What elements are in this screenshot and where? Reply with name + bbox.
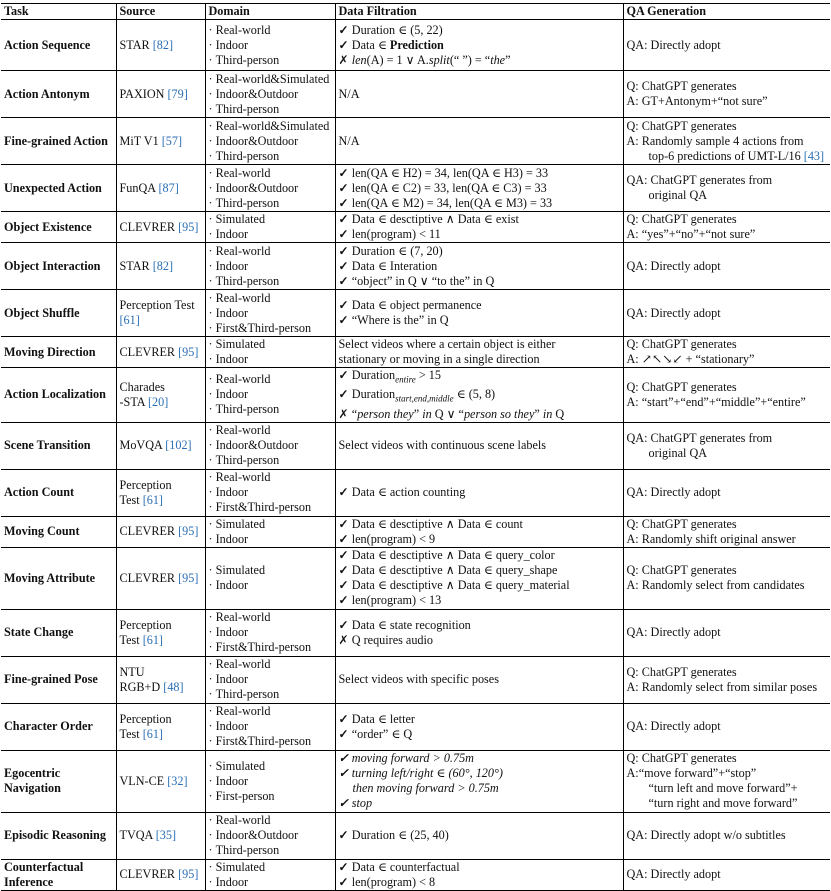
filter-cell: ✓ Data ∈ counterfactual ✓ len(program) < 8 [335, 859, 623, 890]
table-row [1, 165, 830, 212]
domain-cell: · Real-world&Simulated · Indoor&Outdoor · Third-person [205, 118, 335, 165]
source-cell: CLEVRER [95] [116, 547, 205, 609]
source-cell: Perception Test [61] [116, 469, 205, 516]
domain-cell: · Real-world · Indoor · Third-person [205, 20, 335, 71]
filter-cell: ✓ moving forward > 0.75m ✓ turning left/right ∈ (60°, 120°) then moving forward > 0.75m ✓ stop [335, 750, 623, 812]
citation-link[interactable]: [43] [803, 148, 825, 163]
table-row [1, 212, 830, 243]
citation-link[interactable]: [79] [167, 86, 188, 101]
table-row [1, 469, 830, 516]
task-cell: Egocentric Navigation [1, 750, 116, 812]
filter-cell: Select videos with continuous scene labels [335, 422, 623, 469]
task-cell: Action Count [1, 469, 116, 516]
task-cell: Character Order [1, 703, 116, 750]
table-row [1, 656, 830, 703]
table-row [1, 71, 830, 118]
task-cell: Action Sequence [1, 20, 116, 71]
qa-cell: Q: ChatGPT generates A: Randomly select from candidates [623, 547, 830, 609]
citation-link[interactable]: [95] [178, 524, 199, 539]
table-row [1, 516, 830, 547]
filter-cell: ✓ Data ∈ state recognition ✗ Q requires audio [335, 609, 623, 656]
filter-cell [335, 368, 623, 423]
citation-link[interactable]: [82] [152, 37, 174, 52]
citation-link[interactable]: [87] [158, 180, 179, 195]
filter-cell: ✓ Data ∈ object permanence ✓ “Where is the” in Q [335, 290, 623, 337]
task-cell: Action Antonym [1, 71, 116, 118]
task-cell: Moving Count [1, 516, 116, 547]
citation-link[interactable]: [20] [147, 394, 169, 409]
citation-link[interactable]: [48] [163, 679, 184, 694]
citation-link[interactable]: [102] [165, 438, 192, 453]
table-row [1, 422, 830, 469]
citation-link[interactable]: [61] [142, 726, 163, 741]
domain-cell: · Real-world&Simulated · Indoor&Outdoor · Third-person [205, 71, 335, 118]
header-data-filtration: Data Filtration [335, 4, 623, 20]
qa-cell: Q: ChatGPT generates A: ↗↖↘↙ + “stationary” [623, 337, 830, 368]
domain-cell: · Real-world · Indoor · First&Third-person [205, 469, 335, 516]
source-cell: MiT V1 [57] [116, 118, 205, 165]
source-cell: Perception Test [61] [116, 609, 205, 656]
qa-cell: Q: ChatGPT generates A: “start”+“end”+“middle”+“entire” [623, 368, 830, 423]
qa-cell: QA: Directly adopt [623, 243, 830, 290]
domain-cell: · Real-world · Indoor&Outdoor · Third-person [205, 422, 335, 469]
filter-cell: ✓ len(QA ∈ H2) = 34, len(QA ∈ H3) = 33 ✓ len(QA ∈ C2) = 33, len(QA ∈ C3) = 33 ✓ len(QA ∈ M2) = 34, len(QA ∈ M3) = 33 [335, 165, 623, 212]
source-cell: Perception Test [61] [116, 703, 205, 750]
source-cell: TVQA [35] [116, 812, 205, 859]
domain-cell: · Real-world · Indoor · First&Third-person [205, 290, 335, 337]
task-cell: Scene Transition [1, 422, 116, 469]
qa-cell: QA: ChatGPT generates from original QA [623, 422, 830, 469]
data-table [1, 3, 830, 891]
source-cell: PAXION [79] [116, 71, 205, 118]
task-cell: Fine-grained Action [1, 118, 116, 165]
qa-cell: Q: ChatGPT generates A: Randomly sample 4 actions from top-6 predictions of UMT-L/16 [43] [623, 118, 830, 165]
table-row [1, 750, 830, 812]
table-row [1, 368, 830, 423]
citation-link[interactable]: [95] [178, 867, 199, 882]
header-source: Source [116, 4, 205, 20]
source-cell: MoVQA [102] [116, 422, 205, 469]
filter-line: ✓ Data ∈ Prediction [339, 38, 620, 53]
filter-cell: ✓ Data ∈ letter ✓ “order” ∈ Q [335, 703, 623, 750]
table-row [1, 703, 830, 750]
citation-link[interactable]: [61] [142, 632, 163, 647]
task-cell: Unexpected Action [1, 165, 116, 212]
filter-cell: Select videos where a certain object is either stationary or moving in a single direction [335, 337, 623, 368]
source-cell: STAR [82] [116, 20, 205, 71]
citation-link[interactable]: [35] [155, 828, 177, 843]
task-cell: Moving Direction [1, 337, 116, 368]
domain-cell: · Real-world · Indoor · Third-person [205, 243, 335, 290]
citation-link[interactable]: [57] [161, 133, 183, 148]
task-cell: Object Existence [1, 212, 116, 243]
header-task: Task [1, 4, 116, 20]
filter-cell: Select videos with specific poses [335, 656, 623, 703]
qa-cell: Q: ChatGPT generates A:“move forward”+“stop” “turn left and move forward”+ “turn right and move forward” [623, 750, 830, 812]
filter-cell: ✓ Duration ∈ (5, 22) ✓ Data ∈ Prediction ✗ len(A) = 1 ∨ A.split(“ ”) = “the” [335, 20, 623, 71]
filter-cell: ✓ Data ∈ desctiptive ∧ Data ∈ query_color ✓ Data ∈ desctiptive ∧ Data ∈ query_shape ✓ Data ∈ desctiptive ∧ Data ∈ query_material ✓ len(program) < 13 [335, 547, 623, 609]
task-cell: State Change [1, 609, 116, 656]
qa-cell: Q: ChatGPT generates A: “yes”+“no”+“not sure” [623, 212, 830, 243]
header-domain: Domain [205, 4, 335, 20]
table-row [1, 20, 830, 71]
source-cell: CLEVRER [95] [116, 516, 205, 547]
task-cell: Object Interaction [1, 243, 116, 290]
source-cell: CLEVRER [95] [116, 859, 205, 890]
qa-cell: QA: Directly adopt [623, 469, 830, 516]
source-cell: Perception Test [61] [116, 290, 205, 337]
qa-cell: QA: Directly adopt [623, 290, 830, 337]
qa-cell: Q: ChatGPT generates A: GT+Antonym+“not sure” [623, 71, 830, 118]
table-row [1, 118, 830, 165]
source-cell: STAR [82] [116, 243, 205, 290]
domain-cell: · Simulated · Indoor [205, 516, 335, 547]
task-cell: Moving Attribute [1, 547, 116, 609]
citation-link[interactable]: [95] [178, 219, 199, 234]
source-cell: CLEVRER [95] [116, 212, 205, 243]
domain-cell: · Real-world · Indoor · Third-person [205, 368, 335, 423]
table-row [1, 547, 830, 609]
domain-cell: · Simulated · Indoor [205, 547, 335, 609]
filter-cell: N/A [335, 71, 623, 118]
header-qa-generation: QA Generation [623, 4, 830, 20]
table-row [1, 609, 830, 656]
source-cell: FunQA [87] [116, 165, 205, 212]
domain-cell: · Real-world · Indoor&Outdoor · Third-person [205, 812, 335, 859]
filter-cell: ✓ Duration ∈ (25, 40) [335, 812, 623, 859]
qa-cell: QA: Directly adopt [623, 20, 830, 71]
filter-line: ✗ len(A) = 1 ∨ A.split(“ ”) = “the” [339, 53, 620, 68]
filter-cell: ✓ Data ∈ desctiptive ∧ Data ∈ count ✓ len(program) < 9 [335, 516, 623, 547]
task-cell: Counterfactual Inference [1, 859, 116, 890]
domain-cell: · Simulated · Indoor [205, 337, 335, 368]
task-cell: Fine-grained Pose [1, 656, 116, 703]
qa-cell: Q: ChatGPT generates A: Randomly shift original answer [623, 516, 830, 547]
domain-cell: · Real-world · Indoor · Third-person [205, 656, 335, 703]
domain-cell: · Real-world · Indoor · First&Third-person [205, 703, 335, 750]
domain-cell: · Simulated · Indoor · First-person [205, 750, 335, 812]
source-cell: NTU RGB+D [48] [116, 656, 205, 703]
citation-link[interactable]: [32] [167, 773, 188, 788]
task-cell: Action Localization [1, 368, 116, 423]
citation-link[interactable]: [61] [119, 313, 140, 327]
qa-cell: QA: Directly adopt [623, 703, 830, 750]
domain-cell: · Simulated · Indoor [205, 859, 335, 890]
table-row [1, 290, 830, 337]
filter-line: ✓ Duration$_{entire}$ > 15 [339, 368, 620, 387]
table-row [1, 812, 830, 859]
citation-link[interactable]: [95] [178, 570, 199, 585]
header-row [1, 4, 830, 20]
domain-cell: · Real-world · Indoor · First&Third-person [205, 609, 335, 656]
filter-cell: ✓ Data ∈ desctiptive ∧ Data ∈ exist ✓ len(program) < 11 [335, 212, 623, 243]
citation-link[interactable]: [61] [142, 492, 163, 507]
filter-line: ✓ Duration$_{start,end,middle}$ ∈ (5, 8) [339, 387, 620, 406]
qa-cell: QA: Directly adopt w/o subtitles [623, 812, 830, 859]
citation-link[interactable]: [95] [178, 344, 199, 359]
task-cell: Episodic Reasoning [1, 812, 116, 859]
source-cell: CLEVRER [95] [116, 337, 205, 368]
qa-cell: QA: ChatGPT generates from original QA [623, 165, 830, 212]
qa-cell: Q: ChatGPT generates A: Randomly select from similar poses [623, 656, 830, 703]
table-row [1, 243, 830, 290]
qa-cell: QA: Directly adopt [623, 609, 830, 656]
table-row [1, 859, 830, 890]
filter-cell: N/A [335, 118, 623, 165]
domain-cell: · Real-world · Indoor&Outdoor · Third-person [205, 165, 335, 212]
qa-cell: QA: Directly adopt [623, 859, 830, 890]
filter-cell: ✓ Data ∈ action counting [335, 469, 623, 516]
source-cell: Charades -STA [20] [116, 368, 205, 423]
filter-line: ✗ “person they” in Q ∨ “person so they” in Q [339, 407, 620, 422]
filter-cell: ✓ Duration ∈ (7, 20) ✓ Data ∈ Interation ✓ “object” in Q ∨ “to the” in Q [335, 243, 623, 290]
task-cell: Object Shuffle [1, 290, 116, 337]
citation-link[interactable]: [82] [152, 258, 174, 273]
domain-cell: · Simulated · Indoor [205, 212, 335, 243]
table-row [1, 337, 830, 368]
source-cell: VLN-CE [32] [116, 750, 205, 812]
